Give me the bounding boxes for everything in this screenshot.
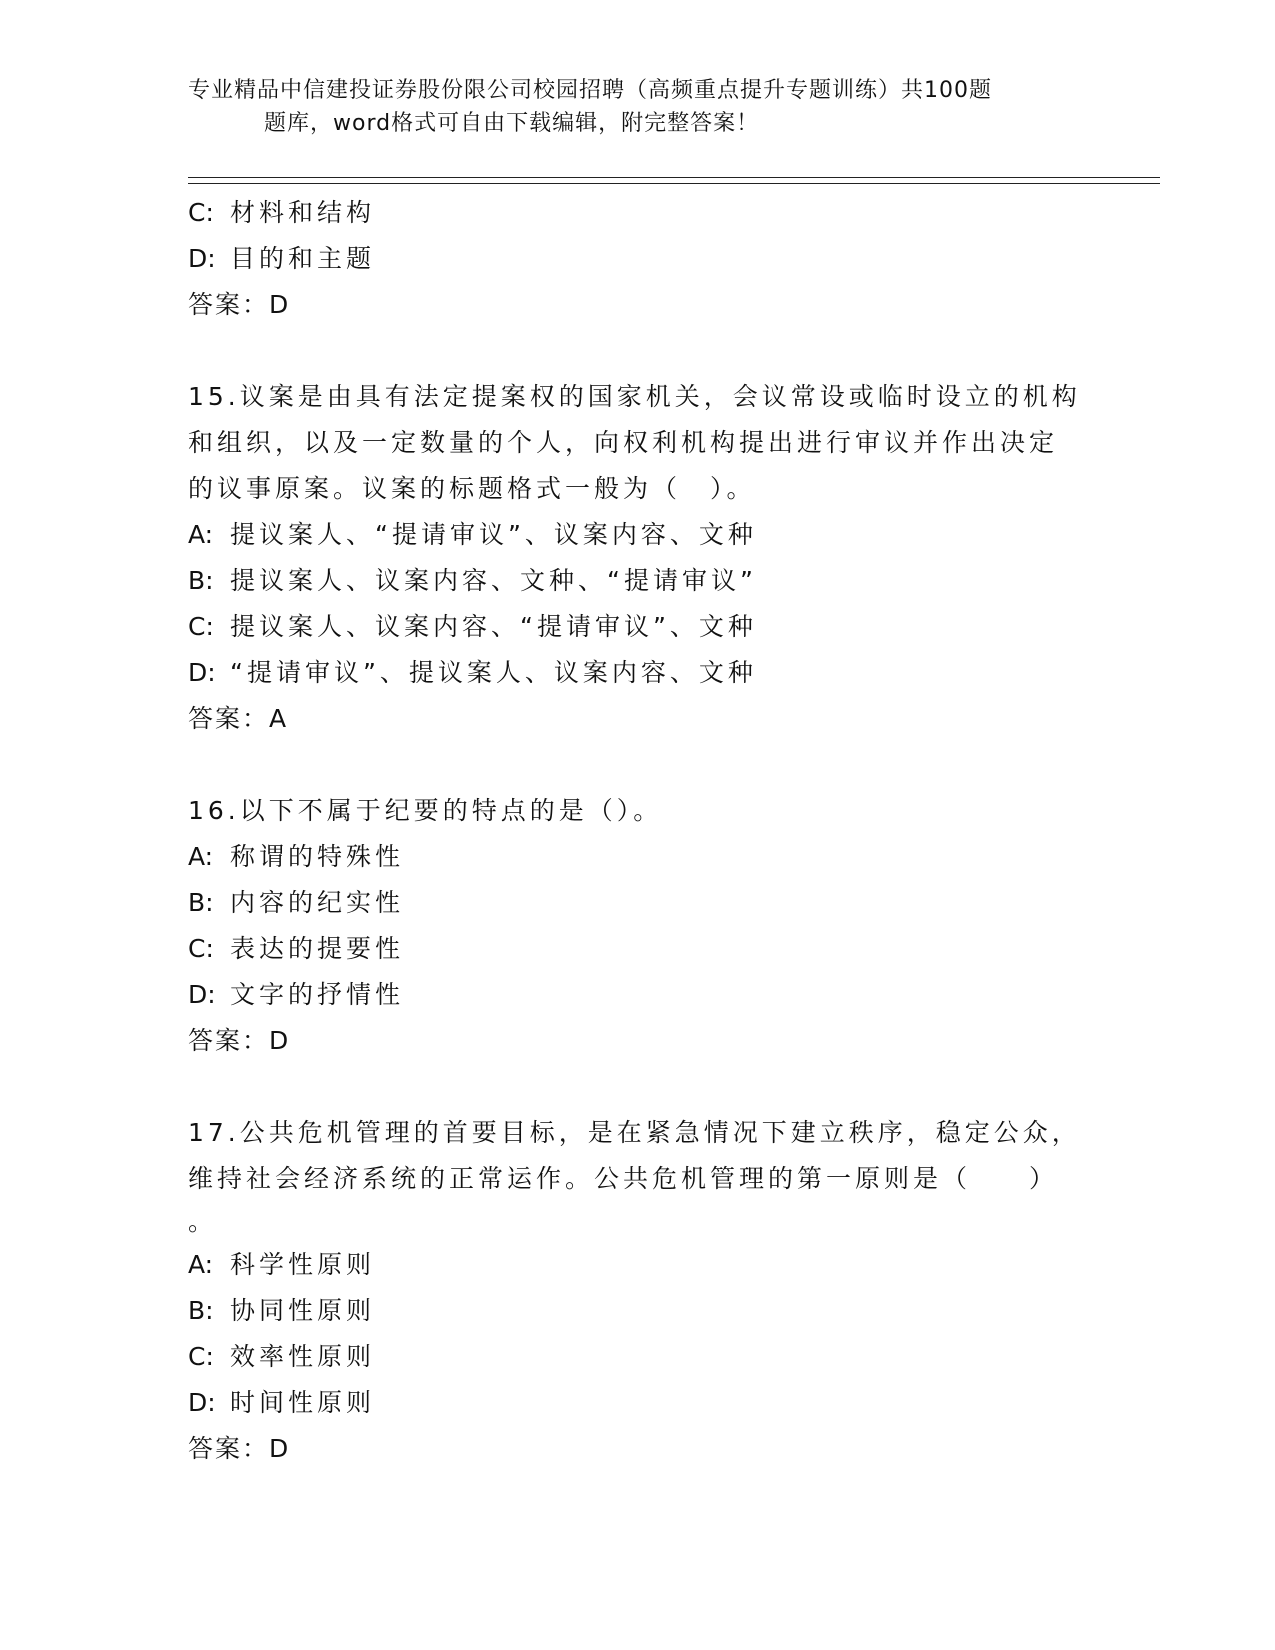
question-stem-line: 维持社会经济系统的正常运作。公共危机管理的第一原则是（ ）: [188, 1164, 1059, 1193]
option-text: 科学性原则: [230, 1250, 376, 1279]
option-b: [188, 558, 1088, 604]
option-label: D:: [188, 1388, 216, 1417]
option-label: A:: [188, 520, 214, 549]
option-text: 时间性原则: [230, 1388, 376, 1417]
question-14: [188, 190, 1088, 328]
option-text: 提议案人、议案内容、“提请审议”、文种: [230, 612, 757, 641]
spacer: [188, 742, 1088, 788]
question-content: [188, 190, 1088, 1472]
option-text: 效率性原则: [230, 1342, 376, 1371]
document-header: [188, 74, 1068, 140]
option-b: [188, 880, 1088, 926]
option-d: [188, 650, 1088, 696]
option-c: [188, 190, 1088, 236]
option-text: 提议案人、议案内容、文种、“提请审议”: [230, 566, 757, 595]
option-a: [188, 1242, 1088, 1288]
option-text: 文字的抒情性: [230, 980, 405, 1009]
option-c: [188, 926, 1088, 972]
question-stem-line: 17.公共危机管理的首要目标，是在紧急情况下建立秩序，稳定公众，: [188, 1118, 1081, 1147]
option-label: C:: [188, 1342, 214, 1371]
option-d: [188, 236, 1088, 282]
option-label: A:: [188, 1250, 214, 1279]
option-c: [188, 604, 1088, 650]
answer-line: 答案：A: [188, 704, 289, 733]
option-text: 称谓的特殊性: [230, 842, 405, 871]
question-stem-line: 16.以下不属于纪要的特点的是（）。: [188, 796, 663, 825]
option-text: 提议案人、“提请审议”、议案内容、文种: [230, 520, 757, 549]
answer-line: 答案：D: [188, 1026, 291, 1055]
question-stem-line: 和组织，以及一定数量的个人，向权利机构提出进行审议并作出决定: [188, 428, 1059, 457]
header-divider-bottom: [188, 183, 1160, 184]
option-label: B:: [188, 566, 214, 595]
option-b: [188, 1288, 1088, 1334]
header-title-line1: 专业精品中信建投证券股份限公司校园招聘（高频重点提升专题训练）共100题: [188, 78, 992, 103]
option-a: [188, 834, 1088, 880]
option-text: 目的和主题: [230, 244, 376, 273]
header-divider-top: [188, 177, 1160, 178]
option-label: D:: [188, 658, 216, 687]
option-label: C:: [188, 198, 214, 227]
option-text: “提请审议”、提议案人、议案内容、文种: [230, 658, 757, 687]
spacer: [188, 1064, 1088, 1110]
question-stem-line: 的议事原案。议案的标题格式一般为（ ）。: [188, 474, 756, 503]
question-17: [188, 1110, 1088, 1472]
option-label: B:: [188, 1296, 214, 1325]
option-text: 协同性原则: [230, 1296, 376, 1325]
option-text: 内容的纪实性: [230, 888, 405, 917]
question-15: [188, 374, 1088, 742]
option-text: 表达的提要性: [230, 934, 405, 963]
option-label: D:: [188, 980, 216, 1009]
option-label: C:: [188, 934, 214, 963]
spacer: [188, 328, 1088, 374]
option-c: [188, 1334, 1088, 1380]
option-d: [188, 1380, 1088, 1426]
option-label: D:: [188, 244, 216, 273]
answer-line: 答案：D: [188, 1434, 291, 1463]
option-label: B:: [188, 888, 214, 917]
option-d: [188, 972, 1088, 1018]
option-a: [188, 512, 1088, 558]
question-stem-line: 15.议案是由具有法定提案权的国家机关，会议常设或临时设立的机构: [188, 382, 1081, 411]
header-title-line2: 题库，word格式可自由下载编辑，附完整答案！: [264, 111, 760, 136]
option-text: 材料和结构: [230, 198, 376, 227]
answer-line: 答案：D: [188, 290, 291, 319]
option-label: C:: [188, 612, 214, 641]
question-stem-line: 。: [188, 1207, 218, 1236]
option-label: A:: [188, 842, 214, 871]
question-16: [188, 788, 1088, 1064]
